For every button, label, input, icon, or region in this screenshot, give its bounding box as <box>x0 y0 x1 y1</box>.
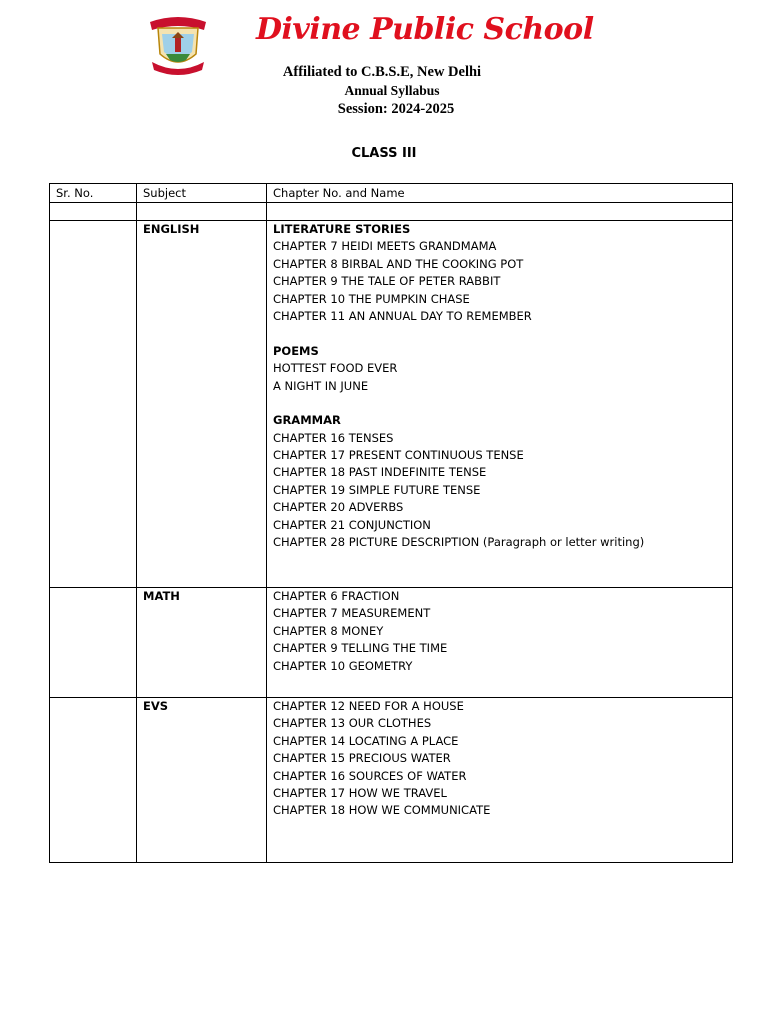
table-row-evs <box>50 698 733 863</box>
subject-cell <box>137 588 267 698</box>
session-text: Session: 2024-2025 <box>337 101 455 117</box>
table-row-math <box>50 588 733 698</box>
sr-no-cell <box>50 698 137 863</box>
chapter-line: CHAPTER 14 LOCATING A PLACE <box>273 733 459 748</box>
chapter-line: CHAPTER 15 PRECIOUS WATER <box>273 751 451 766</box>
chapter-line: CHAPTER 6 FRACTION <box>273 589 400 603</box>
subject-cell <box>137 698 267 863</box>
subject-name: ENGLISH <box>143 222 200 236</box>
affiliation-text: Affiliated to C.B.S.E, New Delhi <box>282 64 482 80</box>
chapter-line: CHAPTER 8 MONEY <box>273 623 384 638</box>
empty-cell <box>267 203 733 221</box>
chapter-line: CHAPTER 19 SIMPLE FUTURE TENSE <box>273 482 481 497</box>
chapters-cell <box>267 698 733 863</box>
chapter-line: CHAPTER 9 TELLING THE TIME <box>273 641 448 656</box>
chapter-line: CHAPTER 7 HEIDI MEETS GRANDMAMA <box>273 239 497 254</box>
chapters-cell <box>267 221 733 588</box>
subject-name: MATH <box>143 589 180 603</box>
col-header-sr-no: Sr. No. <box>50 184 137 203</box>
section-heading: LITERATURE STORIES <box>273 222 411 236</box>
chapter-line: CHAPTER 21 CONJUNCTION <box>273 517 431 532</box>
chapter-line: CHAPTER 10 GEOMETRY <box>273 658 413 673</box>
chapter-line: CHAPTER 16 SOURCES OF WATER <box>273 768 467 783</box>
syllabus-table <box>49 183 733 863</box>
table-row-english <box>50 221 733 588</box>
section-heading: POEMS <box>273 343 319 358</box>
chapter-line: CHAPTER 10 THE PUMPKIN CHASE <box>273 291 470 306</box>
document-type: Annual Syllabus <box>344 83 440 98</box>
chapter-line: CHAPTER 12 NEED FOR A HOUSE <box>273 699 464 713</box>
chapter-line: CHAPTER 20 ADVERBS <box>273 500 404 515</box>
sr-no-cell <box>50 221 137 588</box>
subject-cell <box>137 221 267 588</box>
empty-cell <box>50 203 137 221</box>
empty-cell <box>137 203 267 221</box>
poem-line: HOTTEST FOOD EVER <box>273 361 398 376</box>
section-heading: GRAMMAR <box>273 413 341 428</box>
chapter-line: CHAPTER 11 AN ANNUAL DAY TO REMEMBER <box>273 308 532 323</box>
spacer <box>273 325 726 342</box>
sr-no-cell <box>50 588 137 698</box>
table-row-empty <box>50 203 733 221</box>
school-name: Divine Public School <box>256 12 594 47</box>
chapter-line: CHAPTER 9 THE TALE OF PETER RABBIT <box>273 274 501 289</box>
class-title: CLASS III <box>351 146 417 161</box>
chapter-line: CHAPTER 16 TENSES <box>273 430 394 445</box>
chapter-line: CHAPTER 7 MEASUREMENT <box>273 606 431 621</box>
col-header-subject: Subject <box>137 184 267 203</box>
subject-name: EVS <box>143 699 169 713</box>
col-header-chapters: Chapter No. and Name <box>267 184 733 203</box>
chapters-cell <box>267 588 733 698</box>
chapter-line: CHAPTER 18 PAST INDEFINITE TENSE <box>273 465 487 480</box>
spacer <box>273 395 726 412</box>
chapter-line: CHAPTER 17 PRESENT CONTINUOUS TENSE <box>273 448 524 463</box>
chapter-line: CHAPTER 18 HOW WE COMMUNICATE <box>273 803 491 818</box>
chapter-line: CHAPTER 8 BIRBAL AND THE COOKING POT <box>273 256 524 271</box>
chapter-line: CHAPTER 28 PICTURE DESCRIPTION (Paragraph or letter writing) <box>273 535 645 550</box>
table-header-row <box>50 184 733 203</box>
chapter-line: CHAPTER 17 HOW WE TRAVEL <box>273 785 447 800</box>
poem-line: A NIGHT IN JUNE <box>273 378 369 393</box>
chapter-line: CHAPTER 13 OUR CLOTHES <box>273 716 432 731</box>
